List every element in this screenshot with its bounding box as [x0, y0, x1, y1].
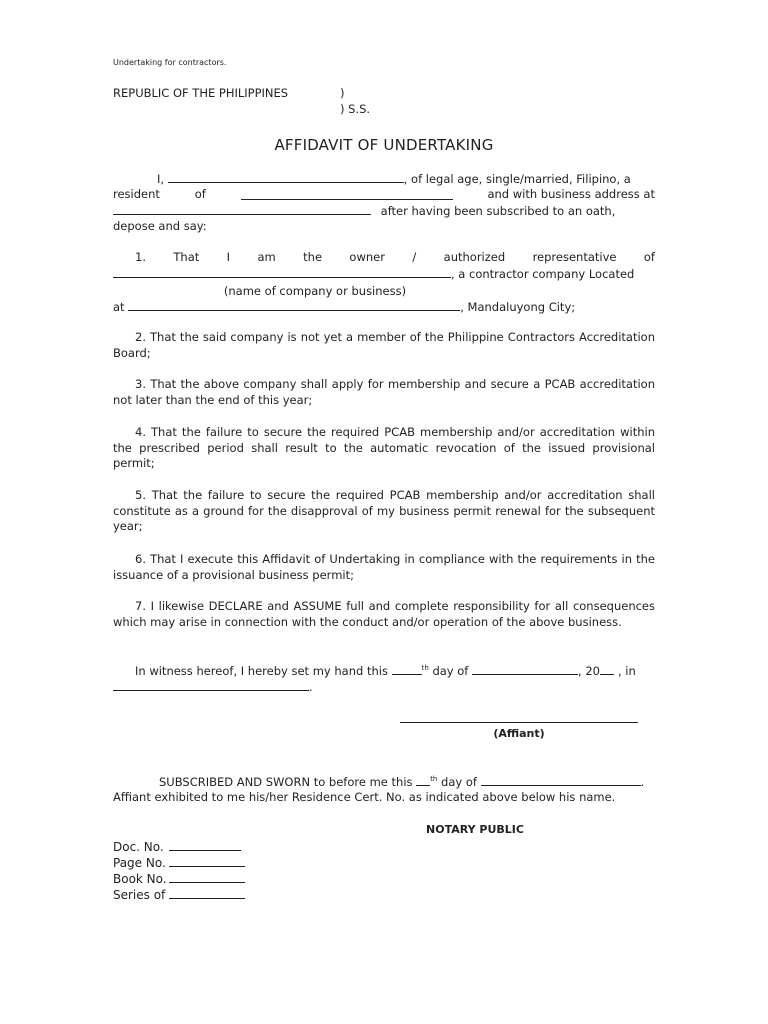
business-address-blank[interactable]: [113, 203, 371, 215]
item-1-word: the: [303, 250, 323, 264]
item-7: 7. I likewise DECLARE and ASSUME full and complete responsibility for all consequences which may arise in connection with the conduct and/or operation of the above business.: [113, 599, 655, 629]
republic-label: REPUBLIC OF THE PHILIPPINES: [113, 86, 289, 100]
doc-no-label: Doc. No.: [113, 840, 164, 854]
page-no-blank[interactable]: [169, 854, 245, 867]
item-1-line-2: [113, 266, 655, 283]
item-1-word: of: [643, 250, 655, 264]
document-caption: Undertaking for contractors.: [113, 58, 227, 67]
witness-line-1: [113, 663, 655, 680]
series-blank[interactable]: [169, 886, 245, 899]
item-4: 4. That the failure to secure the required PCAB membership and/or accreditation within the prescribed period shall result to the automatic revocation of the issued provisional permit;: [113, 425, 655, 471]
series-label: Series of: [113, 888, 166, 902]
intro-line3-suffix: after having been subscribed to an oath,: [380, 204, 616, 218]
book-no-field: [113, 870, 245, 886]
item-1-word: authorized: [443, 250, 506, 264]
venue-ss: ) S.S.: [340, 102, 371, 116]
company-address-blank[interactable]: [128, 299, 460, 311]
subscribed-line-2: Affiant exhibited to me his/her Residence Cert. No. as indicated above below his name.: [113, 790, 616, 804]
page-no-label: Page No.: [113, 856, 166, 870]
item-1-word: /: [412, 250, 417, 264]
name-blank[interactable]: [168, 171, 404, 183]
subscribed-th: th: [430, 775, 438, 784]
item-1-line-1: [135, 250, 655, 266]
item-1-word: 1.: [135, 250, 146, 264]
item-1-word: representative: [532, 250, 617, 264]
company-name-note: (name of company or business): [223, 284, 407, 298]
subscribed-day-blank[interactable]: [416, 774, 430, 786]
intro-line-4: depose and say:: [113, 219, 207, 233]
witness-place-blank[interactable]: [113, 679, 309, 691]
page-no-field: [113, 854, 245, 870]
item-1-line-3: [113, 299, 655, 316]
witness-th: th: [421, 664, 429, 673]
item-1-line2-suffix: , a contractor company Located: [451, 267, 635, 281]
book-no-label: Book No.: [113, 872, 167, 886]
subscribed-month-blank[interactable]: [481, 774, 641, 786]
residence-blank[interactable]: [241, 188, 453, 200]
witness-line-2: .: [113, 679, 655, 696]
item-6: 6. That I execute this Affidavit of Undertaking in compliance with the requirements in the issuance of a provisional business permit;: [113, 552, 655, 582]
subscribed-day-of: day of: [441, 775, 477, 789]
witness-day-of: day of: [432, 664, 469, 678]
series-field: [113, 886, 245, 902]
notary-public-label: NOTARY PUBLIC: [426, 823, 524, 836]
intro-resident: resident: [113, 187, 160, 201]
item-3: 3. That the above company shall apply for membership and secure a PCAB accreditation not later than the end of this year;: [113, 377, 655, 407]
affiant-signature-line[interactable]: [400, 722, 638, 723]
item-1-word: am: [257, 250, 276, 264]
item-5: 5. That the failure to secure the required PCAB membership and/or accreditation shall constitute as a ground for the disapproval of my business permit renewal for the subsequent year;: [113, 488, 655, 534]
book-no-blank[interactable]: [169, 870, 245, 883]
intro-line-3: [113, 203, 655, 220]
subscribed-prefix: SUBSCRIBED AND SWORN to before me this: [159, 775, 413, 789]
witness-year-prefix: , 20: [578, 664, 600, 678]
affiant-label: (Affiant): [493, 727, 545, 740]
item-1-word: owner: [349, 250, 385, 264]
intro-line-2: [113, 187, 655, 203]
item-1-at: at: [113, 300, 125, 314]
witness-day-blank[interactable]: [392, 663, 422, 675]
item-2: 2. That the said company is not yet a member of the Philippine Contractors Accreditation Board;: [113, 330, 655, 360]
intro-of: of: [194, 187, 206, 201]
witness-year-blank[interactable]: [600, 663, 614, 675]
venue-paren: ): [340, 86, 345, 100]
intro-i: I,: [157, 172, 165, 186]
item-1-word: I: [226, 250, 231, 264]
doc-no-blank[interactable]: [169, 838, 241, 851]
item-1-word: That: [173, 250, 200, 264]
intro-line1-suffix: , of legal age, single/married, Filipino, a: [403, 172, 631, 186]
intro-line2-suffix: and with business address at: [487, 187, 655, 201]
witness-prefix: In witness hereof, I hereby set my hand this: [135, 664, 388, 678]
company-name-blank[interactable]: [113, 266, 451, 278]
witness-month-blank[interactable]: [472, 663, 578, 675]
witness-in: , in: [617, 664, 636, 678]
item-1-line3-suffix: , Mandaluyong City;: [460, 300, 576, 314]
subscribed-line-1: SUBSCRIBED AND SWORN to before me this $^{th}$ day of .: [159, 775, 645, 789]
document-title: AFFIDAVIT OF UNDERTAKING: [274, 136, 494, 154]
doc-no-field: [113, 838, 241, 854]
intro-line-1: [113, 171, 655, 188]
